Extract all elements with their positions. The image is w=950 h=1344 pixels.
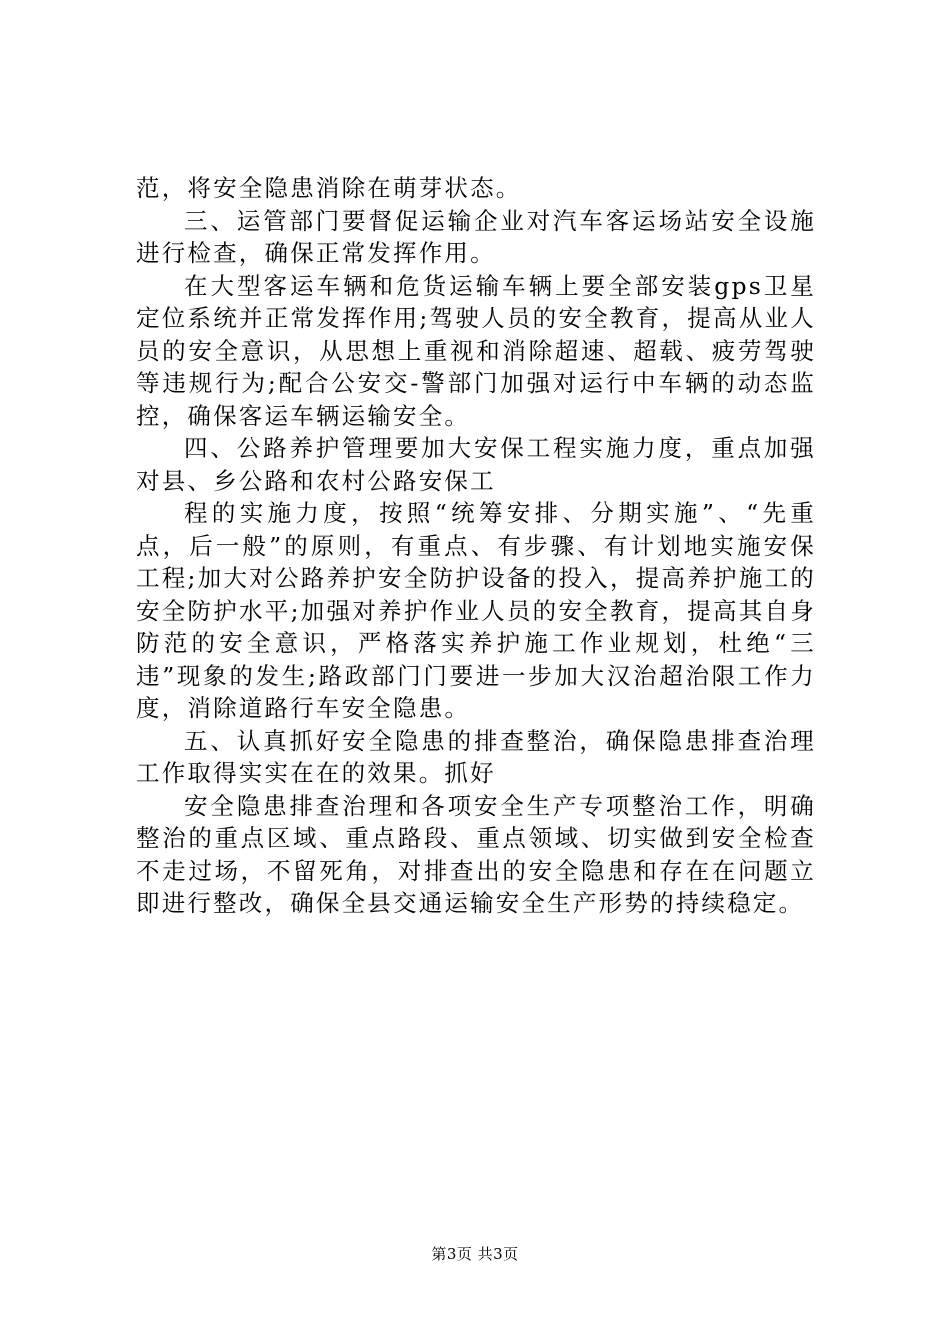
paragraph-4: 四、公路养护管理要加大安保工程实施力度，重点加强对县、乡公路和农村公路安保工 bbox=[136, 434, 816, 495]
paragraph-1: 范，将安全隐患消除在萌芽状态。 bbox=[136, 174, 522, 202]
paragraph-5: 程的实施力度，按照“统筹安排、分期实施”、“先重点，后一般”的原则，有重点、有步骤、有计划地实施安保工程;加大对公路养护安全防护设备的投入，提高养护施工的安全防护水平;加强对养护作业人员的安全教育，提高其自身防范的安全意识，严格落实养护施工作业规划，杜绝“三违”现象的发生;路政部门门要进一步加大汉治超治限工作力度，消除道路行车安全隐患。 bbox=[136, 499, 816, 722]
paragraph-2: 三、运管部门要督促运输企业对汽车客运场站安全设施进行检查，确保正常发挥作用。 bbox=[136, 206, 816, 267]
page-footer bbox=[0, 1244, 950, 1264]
page-number: 第3页 共3页 bbox=[431, 1245, 519, 1263]
paragraph-3: 在大型客运车辆和危货运输车辆上要全部安装gps卫星定位系统并正常发挥作用;驾驶人员的安全教育，提高从业人员的安全意识，从思想上重视和消除超速、超载、疲劳驾驶等违规行为;配合公安交-警部门加强对运行中车辆的动态监控，确保客运车辆运输安全。 bbox=[136, 271, 816, 430]
paragraph-6: 五、认真抓好安全隐患的排查整治，确保隐患排查治理工作取得实实在在的效果。抓好 bbox=[136, 726, 816, 787]
document-body bbox=[136, 172, 816, 920]
paragraph-7: 安全隐患排查治理和各项安全生产专项整治工作，明确整治的重点区域、重点路段、重点领域、切实做到安全检查不走过场，不留死角，对排查出的安全隐患和存在在问题立即进行整改，确保全县交通运输安全生产形势的持续稳定。 bbox=[136, 791, 816, 917]
